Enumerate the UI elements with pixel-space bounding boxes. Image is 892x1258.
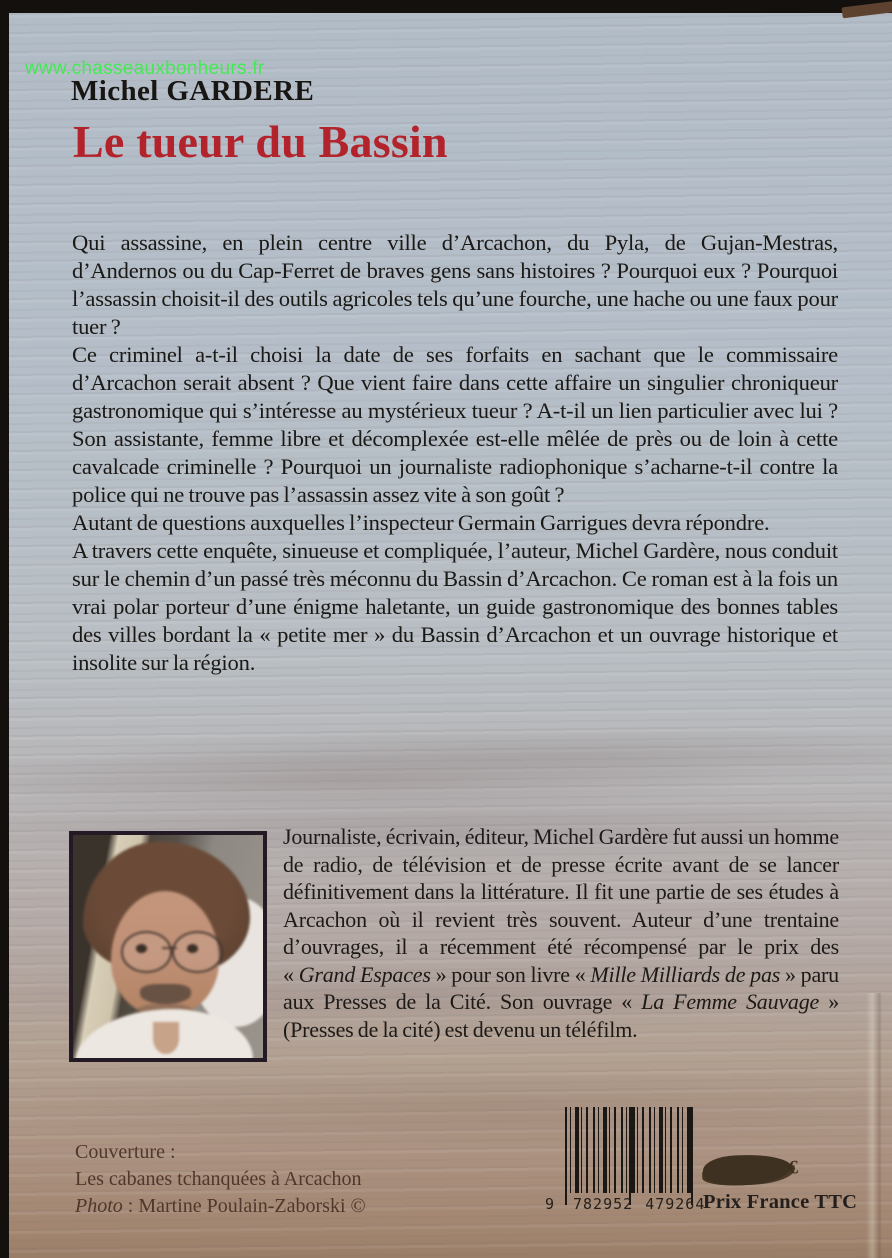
page-edge-crease [866,993,882,1258]
barcode-guard [565,1107,567,1205]
credits-photo-value: : Martine Poulain-Zaborski © [122,1195,366,1217]
barcode [545,1107,715,1227]
credits-photo-line [75,1193,366,1220]
back-cover [9,13,892,1258]
price-block [703,1155,863,1214]
author-photo [69,831,267,1062]
synopsis-paragraph: Autant de questions auxquelles l’inspecteur Germain Garrigues devra répondre. [72,510,770,535]
author-photo-image [73,835,263,1058]
watermark-url: www.chasseauxbonheurs.fr [25,58,265,79]
synopsis-paragraph: A travers cette enquête, sinueuse et compliquée, l’auteur, Michel Gardère, nous conduit sur le chemin d’un passé très méconnu du Bassin d’Arcachon. Ce roman est à la fois un vrai polar porteur d’une énigme haletante, un guide gastronomique des bonnes tables des villes bordant la « petite mer » du Bassin d’Arcachon et un ouvrage historique et insolite sur la région. [72,538,838,675]
bio-text: Journaliste, écrivain, éditeur, Michel Gardère fut aussi un homme de radio, de télévision et de presse écrite avant de se lancer définitivement dans la littérature. Il fit une partie de ses études à Arcachon où il revient très souvent. Auteur d’une trentaine d’ouvrages, il a récemment été récompensé par le prix des « Grand Espaces » pour son livre « Mille Milliards de pas » paru aux Presses de la Cité. Son ouvrage « La Femme Sauvage » (Presses de la cité) est devenu un téléfilm. [283,824,840,1042]
barcode-digits [545,1195,715,1213]
barcode-guard [691,1107,693,1205]
author-name: Michel GARDERE [71,75,315,107]
cover-credits [75,1139,366,1220]
barcode-guard [629,1107,631,1205]
credits-line: Couverture : [75,1141,176,1163]
barcode-group1: 782952 [573,1195,634,1213]
portrait-collar [153,1022,180,1053]
synopsis-paragraph: Ce criminel a-t-il choisi la date de ses forfaits en sachant que le commissaire d’Arcachon serait absent ? Que vient faire dans cette affaire un singulier chroniqueur gastronomique qui s’intéresse au mystérieux tueur ? A-t-il un lien particulier avec lui ? Son assistante, femme libre et décomplexée est-elle mêlée de près ou de loin à cette cavalcade criminelle ? Pourquoi un journaliste radiophonique s’acharne-t-il contre la police qui ne trouve pas l’assassin assez vite à son goût ? [72,342,838,507]
portrait-glasses [121,931,173,973]
synopsis [72,229,838,677]
portrait-glasses-bridge [162,947,177,949]
synopsis-paragraph: Qui assassine, en plein centre ville d’Arcachon, du Pyla, de Gujan-Mestras, d’Andernos ou du Cap-Ferret de braves gens sans histoires ? Pourquoi eux ? Pourquoi l’assassin choisit-il des outils agricoles tels qu’une fourche, une hache ou une faux pour tuer ? [72,230,838,339]
price-smudge [703,1153,799,1186]
portrait-glasses [172,931,224,973]
barcode-group2: 479264 [645,1195,706,1213]
credits-photo-label: Photo [75,1195,123,1217]
book-title: Le tueur du Bassin [73,116,448,167]
price-label: Prix France TTC [703,1191,858,1213]
barcode-lead-digit: 9 [545,1195,556,1213]
credits-line: Les cabanes tchanquées à Arcachon [75,1168,362,1190]
euro-symbol: € [788,1157,799,1179]
